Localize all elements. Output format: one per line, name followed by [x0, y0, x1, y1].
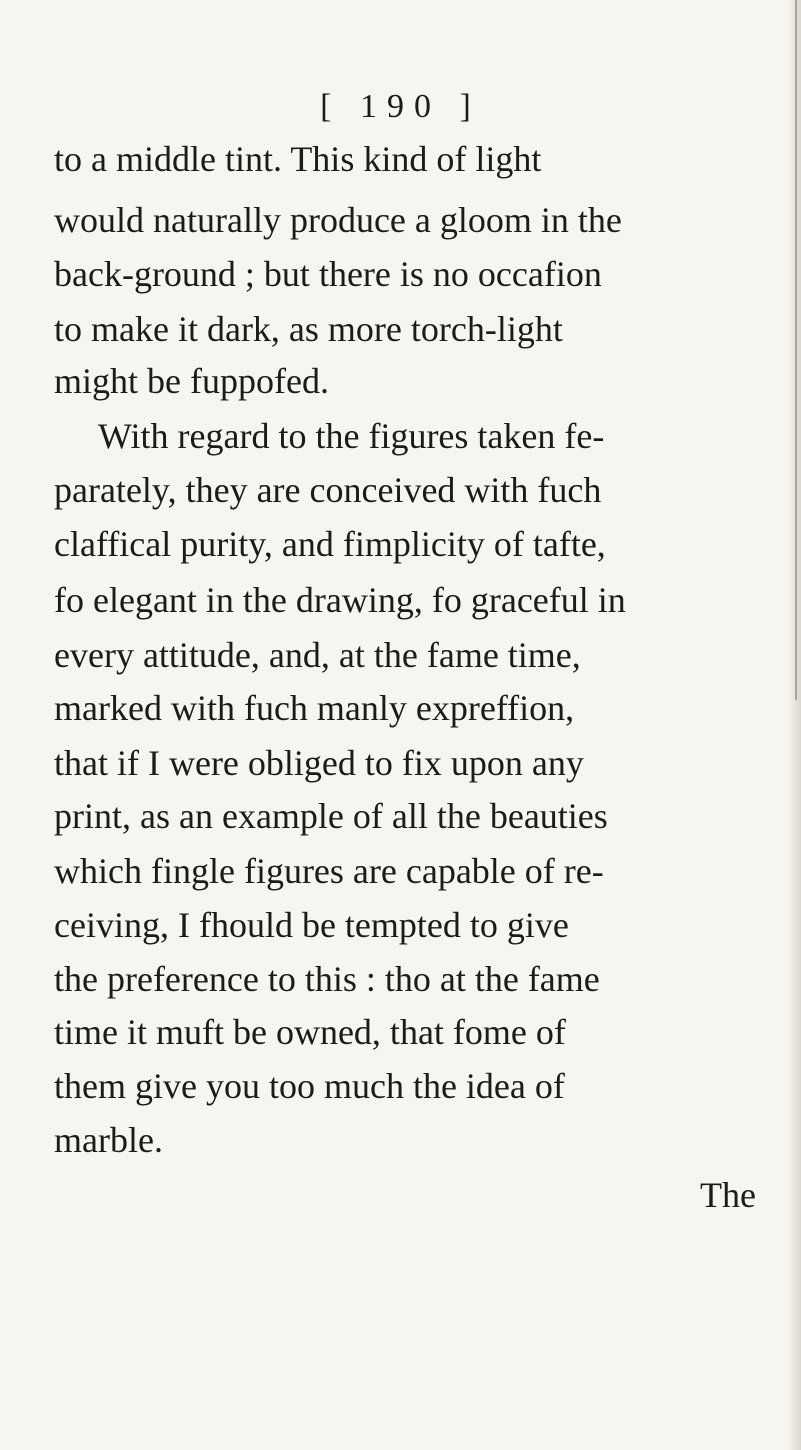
text-line-19: marble. — [54, 1120, 163, 1160]
text-line-16: the preference to this : tho at the fame — [54, 959, 600, 999]
text-line-1: to a middle tint. This kind of light — [54, 139, 542, 179]
text-line-13: print, as an example of all the beauties — [54, 796, 608, 836]
text-line-10: every attitude, and, at the fame time, — [54, 635, 581, 675]
text-line-6: With regard to the figures taken fe- — [98, 416, 605, 456]
text-line-3: back-ground ; but there is no occafion — [54, 254, 602, 294]
text-line-9: fo elegant in the drawing, fo graceful in — [54, 580, 626, 620]
text-line-14: which fingle figures are capable of re- — [54, 851, 604, 891]
text-line-2: would naturally produce a gloom in the — [54, 200, 622, 240]
text-line-12: that if I were obliged to fix upon any — [54, 743, 584, 783]
catchword: The — [700, 1175, 756, 1215]
page-edge-shadow — [787, 0, 801, 1450]
text-line-11: marked with fuch manly expreffion, — [54, 688, 575, 728]
text-line-15: ceiving, I fhould be tempted to give — [54, 905, 569, 945]
text-line-17: time it muft be owned, that fome of — [54, 1012, 566, 1052]
page-number — [0, 88, 801, 126]
page-number-text: [ 190 ] — [320, 88, 481, 125]
text-line-5: might be fuppofed. — [54, 361, 329, 401]
text-line-7: parately, they are conceived with fuch — [54, 470, 602, 510]
text-line-8: claffical purity, and fimplicity of tafte, — [54, 524, 606, 564]
text-line-18: them give you too much the idea of — [54, 1066, 565, 1106]
text-line-4: to make it dark, as more torch-light — [54, 309, 563, 349]
